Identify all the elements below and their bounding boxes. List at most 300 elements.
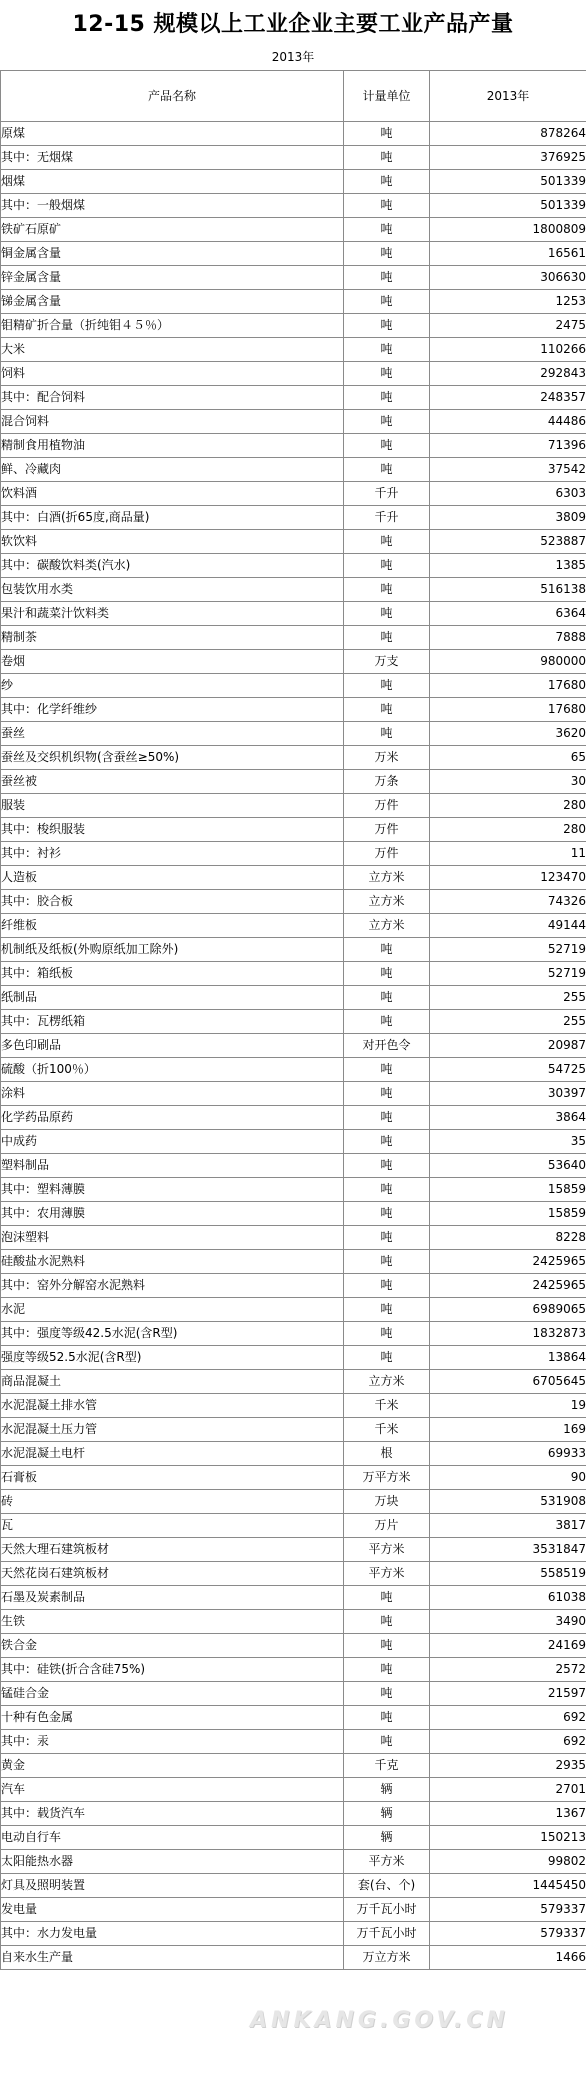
table-row [1, 1106, 586, 1130]
product-name-cell: 石膏板 [1, 1466, 344, 1490]
unit-cell: 对开色令 [344, 1034, 430, 1058]
table-row [1, 698, 586, 722]
product-name-cell: 其中：农用薄膜 [1, 1202, 344, 1226]
table-row [1, 1778, 586, 1802]
unit-cell: 万支 [344, 650, 430, 674]
unit-cell: 吨 [344, 1610, 430, 1634]
unit-cell: 万件 [344, 842, 430, 866]
unit-cell: 万件 [344, 794, 430, 818]
value-cell: 376925 [430, 146, 586, 170]
unit-cell: 吨 [344, 698, 430, 722]
product-name-cell: 其中：硅铁(折合含硅75%) [1, 1658, 344, 1682]
unit-cell: 吨 [344, 1346, 430, 1370]
header-year: 2013年 [430, 71, 586, 122]
table-row [1, 1538, 586, 1562]
product-name-cell: 果汁和蔬菜汁饮料类 [1, 602, 344, 626]
value-cell: 65 [430, 746, 586, 770]
table-row [1, 290, 586, 314]
unit-cell: 吨 [344, 1634, 430, 1658]
product-name-cell: 纸制品 [1, 986, 344, 1010]
unit-cell: 吨 [344, 1730, 430, 1754]
value-cell: 17680 [430, 674, 586, 698]
table-row [1, 626, 586, 650]
product-name-cell: 电动自行车 [1, 1826, 344, 1850]
product-name-cell: 其中：箱纸板 [1, 962, 344, 986]
product-name-cell: 瓦 [1, 1514, 344, 1538]
value-cell: 37542 [430, 458, 586, 482]
table-row [1, 1898, 586, 1922]
unit-cell: 吨 [344, 578, 430, 602]
value-cell: 52719 [430, 938, 586, 962]
product-name-cell: 其中：衬衫 [1, 842, 344, 866]
unit-cell: 万块 [344, 1490, 430, 1514]
table-row [1, 386, 586, 410]
value-cell: 501339 [430, 194, 586, 218]
value-cell: 30 [430, 770, 586, 794]
unit-cell: 吨 [344, 1202, 430, 1226]
unit-cell: 吨 [344, 1706, 430, 1730]
table-header-row [1, 71, 586, 122]
unit-cell: 吨 [344, 986, 430, 1010]
product-name-cell: 其中：无烟煤 [1, 146, 344, 170]
product-name-cell: 包装饮用水类 [1, 578, 344, 602]
product-name-cell: 其中：载货汽车 [1, 1802, 344, 1826]
unit-cell: 吨 [344, 1010, 430, 1034]
value-cell: 30397 [430, 1082, 586, 1106]
product-name-cell: 灯具及照明装置 [1, 1874, 344, 1898]
value-cell: 531908 [430, 1490, 586, 1514]
value-cell: 6989065 [430, 1298, 586, 1322]
product-name-cell: 水泥混凝土压力管 [1, 1418, 344, 1442]
table-row [1, 1226, 586, 1250]
product-name-cell: 其中：一般烟煤 [1, 194, 344, 218]
value-cell: 44486 [430, 410, 586, 434]
value-cell: 1800809 [430, 218, 586, 242]
product-name-cell: 其中：水力发电量 [1, 1922, 344, 1946]
table-row [1, 1010, 586, 1034]
watermark: ANKANG.GOV.CN [250, 2008, 509, 2033]
unit-cell: 万千瓦小时 [344, 1898, 430, 1922]
table-row [1, 1706, 586, 1730]
product-name-cell: 其中：窑外分解窑水泥熟料 [1, 1274, 344, 1298]
table-row [1, 914, 586, 938]
table-row [1, 1250, 586, 1274]
production-table [0, 70, 586, 1970]
product-name-cell: 软饮料 [1, 530, 344, 554]
unit-cell: 千米 [344, 1394, 430, 1418]
unit-cell: 吨 [344, 314, 430, 338]
product-name-cell: 水泥混凝土排水管 [1, 1394, 344, 1418]
product-name-cell: 饮料酒 [1, 482, 344, 506]
unit-cell: 辆 [344, 1802, 430, 1826]
unit-cell: 千克 [344, 1754, 430, 1778]
unit-cell: 吨 [344, 1250, 430, 1274]
product-name-cell: 太阳能热水器 [1, 1850, 344, 1874]
table-row [1, 1682, 586, 1706]
value-cell: 8228 [430, 1226, 586, 1250]
value-cell: 2935 [430, 1754, 586, 1778]
value-cell: 71396 [430, 434, 586, 458]
value-cell: 3864 [430, 1106, 586, 1130]
table-row [1, 866, 586, 890]
table-row [1, 1586, 586, 1610]
table-body [1, 122, 586, 1970]
table-row [1, 1514, 586, 1538]
unit-cell: 立方米 [344, 890, 430, 914]
table-row [1, 410, 586, 434]
table-row [1, 1946, 586, 1970]
header-product-name: 产品名称 [1, 71, 344, 122]
page-title: 12-15 规模以上工业企业主要工业产品产量 [72, 12, 514, 37]
unit-cell: 吨 [344, 1106, 430, 1130]
product-name-cell: 钼精矿折合量（折纯钼４５％） [1, 314, 344, 338]
table-row [1, 1730, 586, 1754]
value-cell: 280 [430, 818, 586, 842]
value-cell: 90 [430, 1466, 586, 1490]
unit-cell: 万立方米 [344, 1946, 430, 1970]
value-cell: 20987 [430, 1034, 586, 1058]
unit-cell: 根 [344, 1442, 430, 1466]
product-name-cell: 中成药 [1, 1130, 344, 1154]
product-name-cell: 其中：白酒(折65度,商品量) [1, 506, 344, 530]
product-name-cell: 卷烟 [1, 650, 344, 674]
table-row [1, 266, 586, 290]
product-name-cell: 混合饲料 [1, 410, 344, 434]
value-cell: 248357 [430, 386, 586, 410]
product-name-cell: 泡沫塑料 [1, 1226, 344, 1250]
table-row [1, 1874, 586, 1898]
table-row [1, 1850, 586, 1874]
product-name-cell: 其中：塑料薄膜 [1, 1178, 344, 1202]
product-name-cell: 商品混凝土 [1, 1370, 344, 1394]
table-row [1, 458, 586, 482]
table-row [1, 1466, 586, 1490]
unit-cell: 吨 [344, 1058, 430, 1082]
value-cell: 692 [430, 1706, 586, 1730]
value-cell: 579337 [430, 1898, 586, 1922]
value-cell: 1385 [430, 554, 586, 578]
table-row [1, 746, 586, 770]
value-cell: 692 [430, 1730, 586, 1754]
unit-cell: 万件 [344, 818, 430, 842]
product-name-cell: 强度等级52.5水泥(含R型) [1, 1346, 344, 1370]
value-cell: 3817 [430, 1514, 586, 1538]
value-cell: 2572 [430, 1658, 586, 1682]
table-row [1, 1130, 586, 1154]
product-name-cell: 大米 [1, 338, 344, 362]
product-name-cell: 鲜、冷藏肉 [1, 458, 344, 482]
table-row [1, 1058, 586, 1082]
table-row [1, 842, 586, 866]
table-row [1, 674, 586, 698]
table-row [1, 218, 586, 242]
unit-cell: 吨 [344, 1082, 430, 1106]
product-name-cell: 硫酸（折100％） [1, 1058, 344, 1082]
unit-cell: 立方米 [344, 1370, 430, 1394]
unit-cell: 万条 [344, 770, 430, 794]
value-cell: 3809 [430, 506, 586, 530]
value-cell: 110266 [430, 338, 586, 362]
unit-cell: 吨 [344, 962, 430, 986]
value-cell: 69933 [430, 1442, 586, 1466]
unit-cell: 千升 [344, 506, 430, 530]
table-row [1, 362, 586, 386]
unit-cell: 吨 [344, 386, 430, 410]
unit-cell: 吨 [344, 1226, 430, 1250]
unit-cell: 套(台、个) [344, 1874, 430, 1898]
unit-cell: 吨 [344, 122, 430, 146]
table-row [1, 1274, 586, 1298]
value-cell: 878264 [430, 122, 586, 146]
unit-cell: 立方米 [344, 914, 430, 938]
product-name-cell: 发电量 [1, 1898, 344, 1922]
unit-cell: 吨 [344, 1154, 430, 1178]
product-name-cell: 自来水生产量 [1, 1946, 344, 1970]
unit-cell: 吨 [344, 170, 430, 194]
value-cell: 3620 [430, 722, 586, 746]
table-row [1, 602, 586, 626]
unit-cell: 吨 [344, 1178, 430, 1202]
product-name-cell: 纱 [1, 674, 344, 698]
table-row [1, 1754, 586, 1778]
unit-cell: 万平方米 [344, 1466, 430, 1490]
unit-cell: 吨 [344, 530, 430, 554]
unit-cell: 立方米 [344, 866, 430, 890]
value-cell: 579337 [430, 1922, 586, 1946]
value-cell: 169 [430, 1418, 586, 1442]
unit-cell: 万片 [344, 1514, 430, 1538]
product-name-cell: 其中：汞 [1, 1730, 344, 1754]
table-row [1, 338, 586, 362]
product-name-cell: 其中：强度等级42.5水泥(含R型) [1, 1322, 344, 1346]
table-row [1, 650, 586, 674]
unit-cell: 平方米 [344, 1850, 430, 1874]
unit-cell: 吨 [344, 938, 430, 962]
value-cell: 1253 [430, 290, 586, 314]
table-row [1, 1442, 586, 1466]
table-row [1, 578, 586, 602]
unit-cell: 吨 [344, 1298, 430, 1322]
value-cell: 49144 [430, 914, 586, 938]
table-row [1, 1802, 586, 1826]
table-row [1, 1202, 586, 1226]
unit-cell: 吨 [344, 1130, 430, 1154]
unit-cell: 吨 [344, 1586, 430, 1610]
value-cell: 53640 [430, 1154, 586, 1178]
unit-cell: 千米 [344, 1418, 430, 1442]
product-name-cell: 机制纸及纸板(外购原纸加工除外) [1, 938, 344, 962]
table-row [1, 938, 586, 962]
table-row [1, 1634, 586, 1658]
table-row [1, 1322, 586, 1346]
table-row [1, 890, 586, 914]
value-cell: 2475 [430, 314, 586, 338]
table-row [1, 986, 586, 1010]
product-name-cell: 塑料制品 [1, 1154, 344, 1178]
table-row [1, 1082, 586, 1106]
value-cell: 980000 [430, 650, 586, 674]
product-name-cell: 硅酸盐水泥熟料 [1, 1250, 344, 1274]
product-name-cell: 化学药品原药 [1, 1106, 344, 1130]
unit-cell: 吨 [344, 194, 430, 218]
value-cell: 523887 [430, 530, 586, 554]
value-cell: 17680 [430, 698, 586, 722]
product-name-cell: 蚕丝及交织机织物(含蚕丝≥50%) [1, 746, 344, 770]
table-row [1, 1034, 586, 1058]
table-row [1, 962, 586, 986]
value-cell: 2701 [430, 1778, 586, 1802]
unit-cell: 吨 [344, 626, 430, 650]
table-row [1, 554, 586, 578]
table-row [1, 1562, 586, 1586]
unit-cell: 平方米 [344, 1562, 430, 1586]
table-row [1, 770, 586, 794]
unit-cell: 吨 [344, 242, 430, 266]
product-name-cell: 其中：梭织服装 [1, 818, 344, 842]
product-name-cell: 锰硅合金 [1, 1682, 344, 1706]
table-row [1, 242, 586, 266]
product-name-cell: 精制食用植物油 [1, 434, 344, 458]
table-row [1, 170, 586, 194]
value-cell: 501339 [430, 170, 586, 194]
table-row [1, 1922, 586, 1946]
value-cell: 99802 [430, 1850, 586, 1874]
table-row [1, 1826, 586, 1850]
product-name-cell: 汽车 [1, 1778, 344, 1802]
product-name-cell: 精制茶 [1, 626, 344, 650]
value-cell: 3531847 [430, 1538, 586, 1562]
unit-cell: 吨 [344, 338, 430, 362]
unit-cell: 吨 [344, 218, 430, 242]
product-name-cell: 铁合金 [1, 1634, 344, 1658]
table-row [1, 482, 586, 506]
value-cell: 61038 [430, 1586, 586, 1610]
value-cell: 1367 [430, 1802, 586, 1826]
product-name-cell: 生铁 [1, 1610, 344, 1634]
value-cell: 280 [430, 794, 586, 818]
value-cell: 16561 [430, 242, 586, 266]
table-row [1, 1298, 586, 1322]
unit-cell: 万米 [344, 746, 430, 770]
unit-cell: 万千瓦小时 [344, 1922, 430, 1946]
table-row [1, 1370, 586, 1394]
product-name-cell: 铜金属含量 [1, 242, 344, 266]
table-row [1, 818, 586, 842]
value-cell: 24169 [430, 1634, 586, 1658]
value-cell: 15859 [430, 1178, 586, 1202]
product-name-cell: 纤维板 [1, 914, 344, 938]
year-label: 2013年 [271, 50, 315, 64]
product-name-cell: 涂料 [1, 1082, 344, 1106]
value-cell: 2425965 [430, 1274, 586, 1298]
table-row [1, 434, 586, 458]
table-row [1, 146, 586, 170]
unit-cell: 吨 [344, 146, 430, 170]
value-cell: 11 [430, 842, 586, 866]
header-unit: 计量单位 [344, 71, 430, 122]
product-name-cell: 其中：瓦楞纸箱 [1, 1010, 344, 1034]
unit-cell: 吨 [344, 554, 430, 578]
unit-cell: 平方米 [344, 1538, 430, 1562]
unit-cell: 吨 [344, 1682, 430, 1706]
table-row [1, 722, 586, 746]
unit-cell: 吨 [344, 674, 430, 698]
value-cell: 306630 [430, 266, 586, 290]
unit-cell: 辆 [344, 1826, 430, 1850]
value-cell: 1832873 [430, 1322, 586, 1346]
table-row [1, 1418, 586, 1442]
value-cell: 255 [430, 1010, 586, 1034]
table-row [1, 1610, 586, 1634]
value-cell: 255 [430, 986, 586, 1010]
product-name-cell: 石墨及炭素制品 [1, 1586, 344, 1610]
value-cell: 558519 [430, 1562, 586, 1586]
product-name-cell: 十种有色金属 [1, 1706, 344, 1730]
unit-cell: 吨 [344, 362, 430, 386]
product-name-cell: 蚕丝 [1, 722, 344, 746]
unit-cell: 吨 [344, 602, 430, 626]
unit-cell: 千升 [344, 482, 430, 506]
table-row [1, 530, 586, 554]
value-cell: 2425965 [430, 1250, 586, 1274]
unit-cell: 辆 [344, 1778, 430, 1802]
product-name-cell: 黄金 [1, 1754, 344, 1778]
table-row [1, 1658, 586, 1682]
product-name-cell: 天然花岗石建筑板材 [1, 1562, 344, 1586]
product-name-cell: 其中：配合饲料 [1, 386, 344, 410]
unit-cell: 吨 [344, 1322, 430, 1346]
product-name-cell: 砖 [1, 1490, 344, 1514]
product-name-cell: 蚕丝被 [1, 770, 344, 794]
unit-cell: 吨 [344, 290, 430, 314]
product-name-cell: 饲料 [1, 362, 344, 386]
product-name-cell: 原煤 [1, 122, 344, 146]
table-row [1, 1394, 586, 1418]
product-name-cell: 其中：化学纤维纱 [1, 698, 344, 722]
value-cell: 6303 [430, 482, 586, 506]
value-cell: 1445450 [430, 1874, 586, 1898]
unit-cell: 吨 [344, 434, 430, 458]
table-row [1, 122, 586, 146]
value-cell: 3490 [430, 1610, 586, 1634]
product-name-cell: 服装 [1, 794, 344, 818]
table-row [1, 794, 586, 818]
unit-cell: 吨 [344, 266, 430, 290]
product-name-cell: 铁矿石原矿 [1, 218, 344, 242]
unit-cell: 吨 [344, 458, 430, 482]
table-row [1, 194, 586, 218]
product-name-cell: 人造板 [1, 866, 344, 890]
product-name-cell: 天然大理石建筑板材 [1, 1538, 344, 1562]
product-name-cell: 水泥 [1, 1298, 344, 1322]
product-name-cell: 多色印刷品 [1, 1034, 344, 1058]
value-cell: 150213 [430, 1826, 586, 1850]
value-cell: 35 [430, 1130, 586, 1154]
value-cell: 74326 [430, 890, 586, 914]
value-cell: 292843 [430, 362, 586, 386]
table-row [1, 1490, 586, 1514]
value-cell: 6364 [430, 602, 586, 626]
unit-cell: 吨 [344, 410, 430, 434]
value-cell: 1466 [430, 1946, 586, 1970]
table-row [1, 506, 586, 530]
product-name-cell: 水泥混凝土电杆 [1, 1442, 344, 1466]
unit-cell: 吨 [344, 722, 430, 746]
value-cell: 123470 [430, 866, 586, 890]
product-name-cell: 锑金属含量 [1, 290, 344, 314]
table-row [1, 1154, 586, 1178]
unit-cell: 吨 [344, 1658, 430, 1682]
